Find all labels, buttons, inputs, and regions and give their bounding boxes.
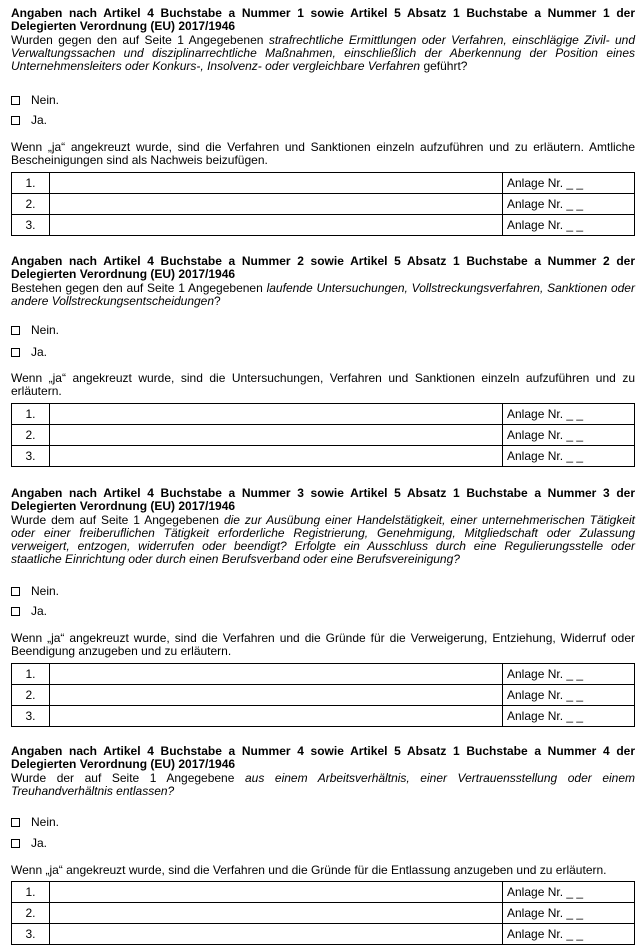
attachment-number[interactable]: Anlage Nr. _ _ [503,882,635,903]
entry-field[interactable] [50,404,503,425]
section-question: Wurden gegen den auf Seite 1 Angegebenen strafrechtliche Ermittlungen oder Verfahren, einschlägige Zivil- und Verwaltungssachen und disziplinarrechtliche Maßnahmen, einschließlich der Aberkennung der Position eines Unternehmensleiters oder Konkurs-, Insolvenz- oder vergleichbare Verfahren geführt? [11,33,635,73]
section-4 [11,745,635,798]
section-question: Bestehen gegen den auf Seite 1 Angegebenen laufende Untersuchungen, Vollstreckungsverfahren, Sanktionen oder andere Vollstreckungsentscheidungen? [11,281,635,308]
entry-field[interactable] [50,664,503,685]
table-row: 3. Anlage Nr. _ _ [12,924,635,945]
attachment-number[interactable]: Anlage Nr. _ _ [503,924,635,945]
checkbox-box[interactable] [11,607,20,616]
instruction-note: Wenn „ja“ angekreuzt wurde, sind die Verfahren und die Gründe für die Verweigerung, Entziehung, Widerruf oder Beendigung anzugeben und zu erläutern. [11,631,635,658]
attachment-number[interactable]: Anlage Nr. _ _ [503,404,635,425]
attachment-number[interactable]: Anlage Nr. _ _ [503,425,635,446]
attachment-number[interactable]: Anlage Nr. _ _ [503,685,635,706]
entry-field[interactable] [50,924,503,945]
attachment-number[interactable]: Anlage Nr. _ _ [503,664,635,685]
entry-field[interactable] [50,882,503,903]
checkbox-box[interactable] [11,326,20,335]
checkbox-no[interactable]: Nein. [11,585,635,598]
attachment-number[interactable]: Anlage Nr. _ _ [503,194,635,215]
table-row: 2. Anlage Nr. _ _ [12,685,635,706]
section-heading: Angaben nach Artikel 4 Buchstabe a Nummer 1 sowie Artikel 5 Absatz 1 Buchstabe a Nummer 1 der Delegierten Verordnung (EU) 2017/1946 [11,6,635,33]
entries-table [11,172,635,236]
checkbox-box[interactable] [11,96,20,105]
checkbox-no[interactable]: Nein. [11,816,635,829]
section-heading: Angaben nach Artikel 4 Buchstabe a Nummer 3 sowie Artikel 5 Absatz 1 Buchstabe a Nummer 3 der Delegierten Verordnung (EU) 2017/1946 [11,486,635,513]
section-question: Wurde der auf Seite 1 Angegebene aus einem Arbeitsverhältnis, einer Vertrauensstellung oder einem Treuhandverhältnis entlassen? [11,771,635,798]
entries-table [11,881,635,945]
entry-field[interactable] [50,706,503,727]
entry-field[interactable] [50,425,503,446]
checkbox-yes[interactable]: Ja. [11,114,635,127]
checkbox-box[interactable] [11,348,20,357]
entry-field[interactable] [50,903,503,924]
table-row: 3. Anlage Nr. _ _ [12,446,635,467]
attachment-number[interactable]: Anlage Nr. _ _ [503,903,635,924]
entry-field[interactable] [50,194,503,215]
table-row: 3. Anlage Nr. _ _ [12,215,635,236]
table-row: 1. Anlage Nr. _ _ [12,664,635,685]
checkbox-yes[interactable]: Ja. [11,837,635,850]
entry-field[interactable] [50,446,503,467]
table-row: 1. Anlage Nr. _ _ [12,882,635,903]
checkbox-no[interactable]: Nein. [11,94,635,107]
checkbox-box[interactable] [11,116,20,125]
checkbox-yes[interactable]: Ja. [11,605,635,618]
table-row: 2. Anlage Nr. _ _ [12,194,635,215]
table-row: 2. Anlage Nr. _ _ [12,425,635,446]
section-2 [11,255,635,308]
table-row: 2. Anlage Nr. _ _ [12,903,635,924]
section-heading: Angaben nach Artikel 4 Buchstabe a Nummer 4 sowie Artikel 5 Absatz 1 Buchstabe a Nummer 4 der Delegierten Verordnung (EU) 2017/1946 [11,744,635,771]
section-1 [11,7,635,73]
section-question: Wurde dem auf Seite 1 Angegebenen die zur Ausübung einer Handelstätigkeit, einer unternehmerischen Tätigkeit oder einer freiberuflichen Tätigkeit erforderliche Registrierung, Genehmigung, Mitgliedschaft oder Zulassung verweigert, entzogen, widerrufen oder beendigt? Erfolgte ein Ausschluss durch eine Regulierungsstelle oder staatliche Einrichtung oder durch einen Berufsverband oder eine Berufsvereinigung? [11,513,635,566]
entry-field[interactable] [50,215,503,236]
table-row: 1. Anlage Nr. _ _ [12,404,635,425]
checkbox-box[interactable] [11,587,20,596]
table-row: 3. Anlage Nr. _ _ [12,706,635,727]
section-3 [11,487,635,566]
attachment-number[interactable]: Anlage Nr. _ _ [503,173,635,194]
entries-table [11,663,635,727]
attachment-number[interactable]: Anlage Nr. _ _ [503,446,635,467]
table-row: 1. Anlage Nr. _ _ [12,173,635,194]
section-heading: Angaben nach Artikel 4 Buchstabe a Nummer 2 sowie Artikel 5 Absatz 1 Buchstabe a Nummer 2 der Delegierten Verordnung (EU) 2017/1946 [11,254,635,281]
checkbox-box[interactable] [11,839,20,848]
instruction-note: Wenn „ja“ angekreuzt wurde, sind die Verfahren und Sanktionen einzeln aufzuführen und zu erläutern. Amtliche Bescheinigungen sind als Nachweis beizufügen. [11,140,635,167]
entry-field[interactable] [50,173,503,194]
entries-table [11,403,635,467]
instruction-note: Wenn „ja“ angekreuzt wurde, sind die Untersuchungen, Verfahren und Sanktionen einzeln aufzuführen und zu erläutern. [11,371,635,398]
attachment-number[interactable]: Anlage Nr. _ _ [503,706,635,727]
attachment-number[interactable]: Anlage Nr. _ _ [503,215,635,236]
checkbox-box[interactable] [11,818,20,827]
checkbox-yes[interactable]: Ja. [11,346,635,359]
checkbox-no[interactable]: Nein. [11,324,635,337]
entry-field[interactable] [50,685,503,706]
instruction-note: Wenn „ja“ angekreuzt wurde, sind die Verfahren und die Gründe für die Entlassung anzugeben und zu erläutern. [11,863,607,877]
